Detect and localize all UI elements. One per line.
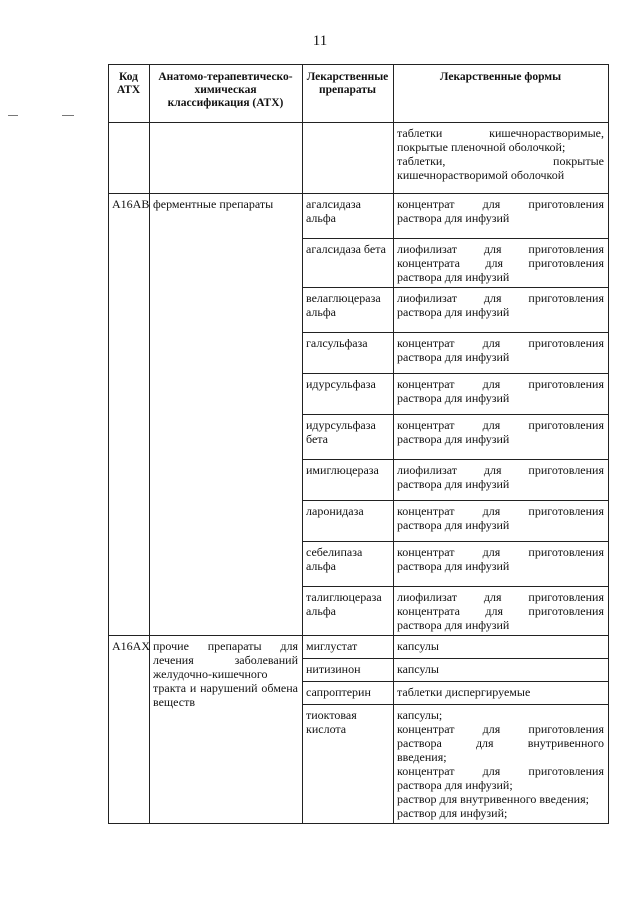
drug-cell: нитизинон [303,659,394,682]
drug-cell: сапроптерин [303,682,394,705]
form-line: раствора для инфузий [397,618,510,632]
form-line: раствора для инфузий [397,518,510,532]
form-line: лиофилизат для приготовления [397,590,604,604]
form-line: капсулы [397,639,439,653]
drug-cell: идурсульфаза [303,374,394,415]
form-line: раствора для инфузий [397,432,510,446]
form-cell [394,636,609,659]
form-line: таблетки диспергируемые [397,685,531,699]
code-cell [109,123,150,194]
table-row [109,123,609,194]
form-line: таблетки кишечнорастворимые, [397,126,604,140]
atx-table [108,64,609,824]
form-line: лиофилизат для приготовления [397,242,604,256]
table-header-row [109,65,609,123]
header-classification: Анатомо-терапевтическо-химическая классификация (АТХ) [150,65,303,123]
table-row [109,194,609,239]
form-line: раствора для инфузий; [397,778,513,792]
form-line: концентрат для приготовления [397,418,604,432]
drug-cell: агалсидаза бета [303,239,394,288]
form-line: таблетки, покрытые [397,154,604,168]
classification-cell [150,123,303,194]
drug-cell: тиоктовая кислота [303,705,394,824]
header-drugs: Лекарственные препараты [303,65,394,123]
form-line: раствора для инфузий [397,305,510,319]
drug-cell: талиглюцераза альфа [303,587,394,636]
form-cell [394,123,609,194]
form-line: раствора для внутривенного [397,736,604,750]
form-line: лиофилизат для приготовления [397,291,604,305]
form-cell [394,288,609,333]
form-line: концентрат для приготовления [397,504,604,518]
form-cell [394,705,609,824]
form-cell [394,587,609,636]
header-code: Код АТХ [109,65,150,123]
drug-cell: идурсульфаза бета [303,415,394,460]
drug-cell: миглустат [303,636,394,659]
table-row [109,636,609,659]
form-cell [394,239,609,288]
form-line: концентрат для приготовления [397,764,604,778]
form-cell [394,333,609,374]
form-line: концентрат для приготовления [397,722,604,736]
form-cell [394,374,609,415]
form-line: введения; [397,750,447,764]
atx-code-cell: A16AX [109,636,150,824]
form-line: раствора для инфузий [397,270,510,284]
drug-cell: велаглюцераза альфа [303,288,394,333]
form-line: капсулы [397,662,439,676]
drug-cell [303,123,394,194]
atx-code-cell: A16AB [109,194,150,636]
form-line: концентрат для приготовления [397,545,604,559]
form-cell [394,682,609,705]
drug-cell: агалсидаза альфа [303,194,394,239]
form-line: раствора для инфузий [397,391,510,405]
form-line: раствора для инфузий [397,559,510,573]
form-line: концентрат для приготовления [397,336,604,350]
drug-cell: галсульфаза [303,333,394,374]
form-line: концентрат для приготовления [397,377,604,391]
drug-cell: ларонидаза [303,501,394,542]
form-line: раствора для инфузий [397,350,510,364]
form-line: капсулы; [397,708,443,722]
form-line: раствора для инфузий [397,477,510,491]
classification-cell: ферментные препараты [150,194,303,636]
form-cell [394,501,609,542]
form-line: концентрата для приготовления [397,256,604,270]
form-cell [394,194,609,239]
form-line: концентрат для приготовления [397,197,604,211]
form-cell [394,542,609,587]
margin-mark [8,115,18,117]
form-cell [394,460,609,501]
form-line: раствора для инфузий [397,211,510,225]
header-forms: Лекарственные формы [394,65,609,123]
form-cell [394,659,609,682]
margin-mark [62,115,74,117]
form-line: концентрата для приготовления [397,604,604,618]
classification-cell: прочие препараты для лечения заболеваний желудочно-кишечного тракта и нарушений обмена веществ [150,636,303,824]
form-line: покрытые пленочной оболочкой; [397,140,566,154]
form-line: лиофилизат для приготовления [397,463,604,477]
form-line: раствор для инфузий; [397,806,508,820]
page-number: 11 [312,33,328,49]
form-line: кишечнорастворимой оболочкой [397,168,565,182]
form-cell [394,415,609,460]
form-line: раствор для внутривенного введения; [397,792,589,806]
drug-cell: имиглюцераза [303,460,394,501]
drug-cell: себелипаза альфа [303,542,394,587]
